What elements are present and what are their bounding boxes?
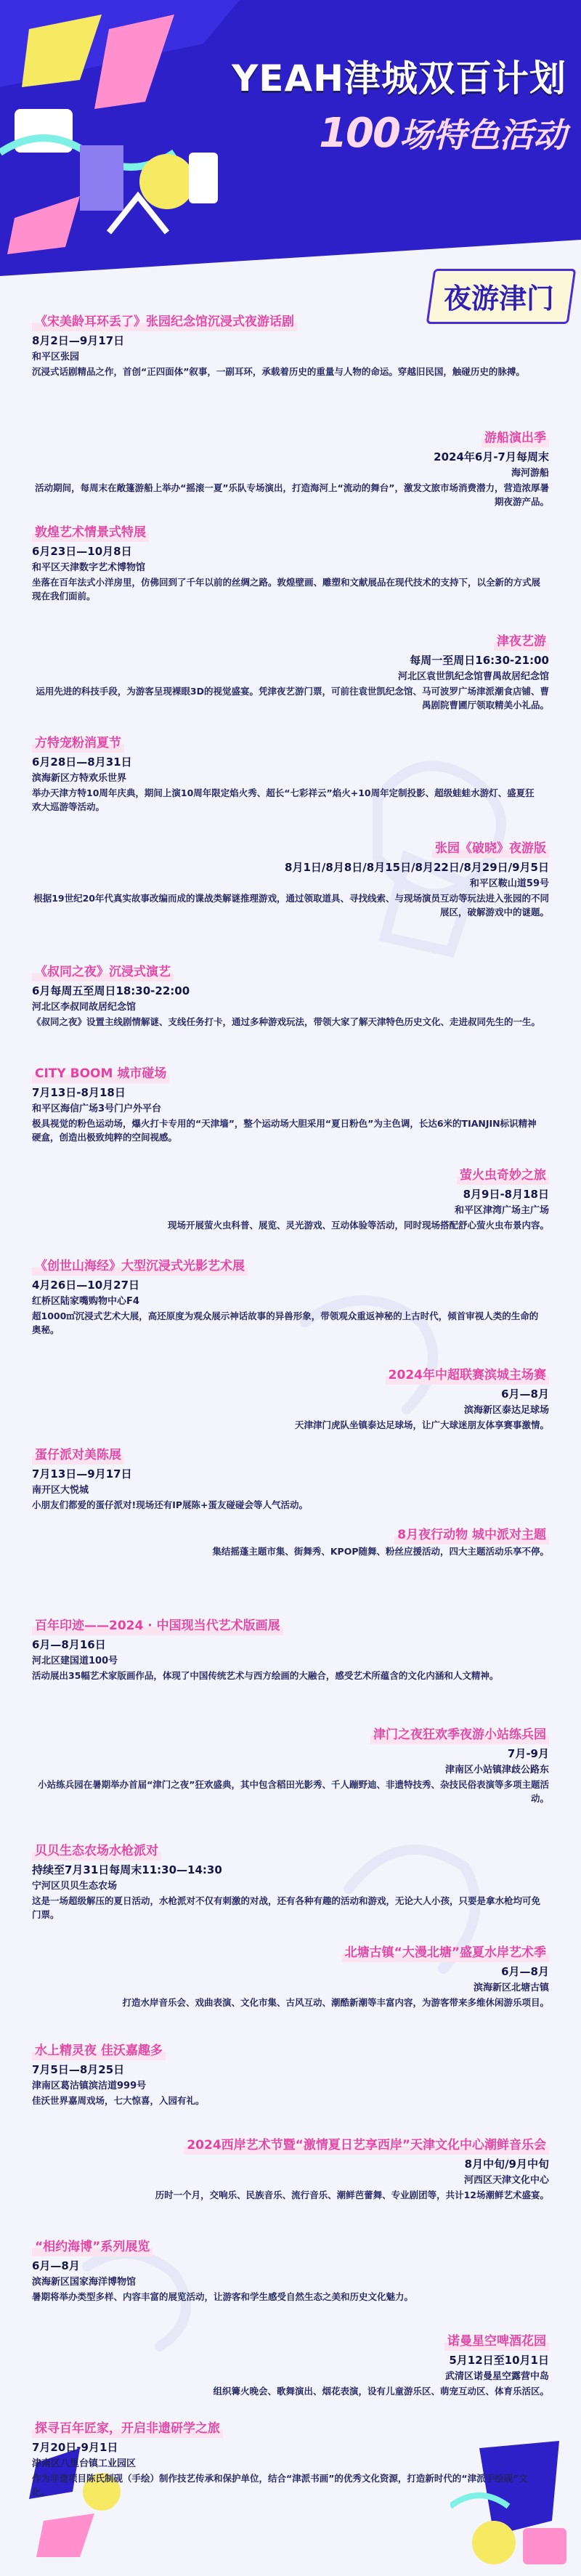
event-entry	[32, 963, 540, 1029]
event-entry	[32, 2041, 540, 2107]
event-entry	[32, 312, 540, 378]
event-location: 河西区天津文化中心	[463, 2174, 549, 2186]
event-entry	[32, 2332, 549, 2398]
event-entry	[32, 839, 549, 919]
event-title: 游船演出季	[482, 429, 549, 447]
event-description: 极具视觉的粉色运动场，爆火打卡专用的“天津墙”，整个运动场大胆采用“夏日粉色”为主色调，长达6米的TIANJIN标识精神硬盒，创造出极致纯粹的空间视感。	[32, 1117, 537, 1143]
event-title: 北塘古镇“大漫北塘”盛夏水岸艺术季	[342, 1943, 549, 1962]
event-location: 滨海新区国家海洋博物馆	[32, 2276, 137, 2288]
event-location: 红桥区陆家嘴购物中心F4	[32, 1295, 139, 1307]
event-location: 河北区建国道100号	[32, 1655, 118, 1666]
event-location: 和平区海信广场3号门户外平台	[32, 1103, 162, 1114]
event-location: 和平区鞍山道59号	[469, 878, 549, 889]
event-date: 6月每周五至周日18:30-22:00	[32, 984, 190, 998]
section-title: 夜游津门	[443, 283, 554, 315]
event-description: 打造水岸音乐会、戏曲表演、文化市集、古风互动、潮酷新潮等丰富内容，为游客带来多维休闲游乐项目。	[122, 1996, 549, 2008]
event-description: 组织篝火晚会、歌舞演出、烟花表演，设有儿童游乐区、萌宠互动区、体育乐活区。	[213, 2385, 549, 2397]
event-entry	[32, 1257, 540, 1337]
event-entry	[32, 1616, 540, 1682]
event-title: 方特宠粉消夏节	[32, 734, 124, 753]
event-title: 探寻百年匠家，开启非遗研学之旅	[32, 2419, 223, 2438]
event-date: 7月13日-8月18日	[32, 1086, 126, 1100]
event-location: 宁河区贝贝生态农场	[32, 1880, 118, 1892]
event-date: 6月—8月	[32, 2259, 80, 2273]
event-title: 蛋仔派对美陈展	[32, 1446, 124, 1465]
event-date: 7月13日—9月17日	[32, 1467, 132, 1481]
event-entry	[32, 2419, 540, 2499]
event-title: 8月夜行动物 城中派对主题	[394, 1526, 549, 1544]
event-entry	[32, 734, 540, 814]
event-location: 南开区大悦城	[32, 1484, 89, 1496]
hero-subtitle	[218, 109, 566, 157]
event-description: 佳沃世界嘉周戏场，七大惊喜，入园有礼。	[32, 2094, 205, 2106]
event-date: 8月中旬/9月中旬	[464, 2158, 549, 2171]
event-date: 8月9日-8月18日	[463, 1188, 549, 1202]
event-date: 8月1日/8月8日/8月15日/8月22日/8月29日/9月5日	[285, 861, 549, 875]
event-title: 《叔同之夜》沉浸式演艺	[32, 963, 174, 981]
event-description: 坐落在百年法式小洋房里，仿佛回到了千年以前的丝绸之路。敦煌壁画、雕塑和文献展品在现代技术的支持下，以全新的方式展现在我们面前。	[32, 576, 541, 602]
event-entry	[32, 1526, 549, 1559]
event-description: 沉浸式话剧精品之作，首创“正四面体”叙事，一副耳环，承载着历史的重量与人物的命运。穿越旧民国，触碰历史的脉搏。	[32, 365, 525, 377]
event-date: 7月-9月	[507, 1747, 549, 1761]
event-date: 4月26日—10月27日	[32, 1279, 140, 1292]
event-location: 和平区天津数字艺术博物馆	[32, 562, 146, 573]
event-date: 6月23日—10月8日	[32, 545, 132, 559]
event-date: 5月12日至10月1日	[449, 2354, 549, 2368]
event-date: 持续至7月31日每周末11:30—14:30	[32, 1863, 222, 1877]
event-title: 2024西岸艺术节暨“激情夏日艺享西岸”天津文化中心潮鲜音乐会	[184, 2136, 549, 2155]
event-description: 暑期将举办类型多样、内容丰富的展览活动，让游客和学生感受自然生态之美和历史文化魅力。	[32, 2291, 414, 2302]
event-date: 6月—8月	[501, 1965, 549, 1979]
hero-subtitle-text: 场特色活动	[399, 116, 566, 155]
event-description: 集结摇蓬主题市集、街舞秀、KPOP随舞、粉丝应援活动，四大主题活动乐享不停。	[212, 1546, 549, 1558]
event-title: 萤火虫奇妙之旅	[457, 1166, 549, 1185]
event-entry	[32, 1366, 549, 1432]
event-entry	[32, 1446, 540, 1512]
event-entry	[32, 632, 549, 712]
event-title: 诺曼星空啤酒花园	[444, 2332, 549, 2351]
event-title: 水上精灵夜 佳沃嘉趣多	[32, 2041, 166, 2060]
event-entry	[32, 523, 540, 603]
event-title: 2024年中超联赛滨城主场赛	[386, 1366, 549, 1385]
event-description: 举办天津方特10周年庆典，期间上演10周年限定焰火秀、超长“七彩祥云”焰火+10周年定制投影、超级蛙蛙水游灯、盛夏狂欢大巡游等活动。	[32, 787, 535, 813]
event-date: 6月28日—8月31日	[32, 756, 132, 769]
event-description: 超1000㎡沉浸式艺术大展，高还原度为观众展示神话故事的异兽形象，带领观众重返神秘的上古时代，倾首审视人类的生命的奥秘。	[32, 1310, 539, 1336]
event-entry	[32, 1842, 540, 1921]
event-date: 6月—8月16日	[32, 1638, 106, 1652]
event-entry	[32, 1064, 540, 1144]
event-location: 河北区李叔同故居纪念馆	[32, 1001, 137, 1013]
event-description: 小朋友们都爱的蛋仔派对!现场还有IP展陈+蛋友碰碰会等人气活动。	[32, 1499, 308, 1510]
hero-subtitle-number: 100	[319, 110, 399, 157]
event-description: 活动展出35幅艺术家版画作品，体现了中国传统艺术与西方绘画的大融合，感受艺术所蕴含的文化内涵和人文精神。	[32, 1669, 499, 1681]
event-description: 这是一场超级解压的夏日活动，水枪派对不仅有刺激的对战，还有各种有趣的活动和游戏，无论大人小孩，只要是拿水枪均可免门票。	[32, 1895, 541, 1921]
event-entry	[32, 2237, 540, 2304]
event-location: 滨海新区北塘古镇	[473, 1982, 549, 1993]
event-location: 津南区八里台镇工业园区	[32, 2458, 137, 2469]
event-description: 运用先进的科技手段，为游客呈现裸眼3D的视觉盛宴。凭津夜艺游门票，可前往袁世凯纪念馆、马可波罗广场津派潮食店铺、曹禺剧院曹圃厅领取精美小礼品。	[36, 685, 549, 711]
event-date: 6月—8月	[501, 1388, 549, 1401]
event-location: 津南区小站镇津歧公路东	[444, 1764, 549, 1775]
event-entry	[32, 1943, 549, 2009]
hero-title: YEAH津城双百计划	[232, 57, 566, 100]
event-date: 7月5日—8月25日	[32, 2063, 125, 2077]
event-title: “相约海博”系列展览	[32, 2237, 153, 2256]
event-date: 2024年6月-7月每周末	[434, 450, 549, 464]
event-title: 张园《破晓》夜游版	[432, 839, 549, 858]
event-title: 《创世山海经》大型沉浸式光影艺术展	[32, 1257, 248, 1276]
event-location: 滨海新区方特欢乐世界	[32, 772, 127, 784]
event-description: 根据19世纪20年代真实故事改编而成的谍战类解谜推理游戏，通过领取道具、寻找线索、与现场演员互动等玩法进入张园的不同展区，破解游戏中的谜题。	[33, 892, 549, 918]
event-date: 每周一至周日16:30-21:00	[410, 654, 549, 668]
event-description: 历时一个月，交响乐、民族音乐、流行音乐、潮鲜芭蕾舞、专业剧团等，共计12场潮鲜艺术盛宴。	[155, 2189, 549, 2200]
event-location: 滨海新区泰达足球场	[463, 1404, 549, 1416]
event-location: 津南区葛沽镇滨洁道999号	[32, 2080, 147, 2091]
event-description: 活动期间，每周末在敞篷游船上举办“摇滚一夏”乐队专场演出，打造海河上“流动的舞台”，激发文旅市场消费潜力，营造浓厚暑期夜游产品。	[35, 482, 549, 508]
event-entry	[32, 429, 549, 509]
event-title: 《宋美龄耳环丢了》张园纪念馆沉浸式夜游话剧	[32, 312, 297, 331]
event-location: 海河游船	[511, 467, 549, 479]
event-description: 《叔同之夜》设置主线剧情解谜、支线任务打卡，通过多种游戏玩法，带领大家了解天津特色历史文化、走进叔同先生的一生。	[32, 1016, 541, 1027]
event-location: 武清区诺曼星空露营中岛	[444, 2370, 549, 2382]
event-title: CITY BOOM 城市碰场	[32, 1064, 169, 1083]
event-title: 津夜艺游	[494, 632, 549, 651]
event-title: 敦煌艺术情景式特展	[32, 523, 149, 542]
event-location: 和平区张园	[32, 351, 80, 362]
event-entry	[32, 1166, 549, 1232]
event-title: 津门之夜狂欢季夜游小站练兵园	[370, 1725, 549, 1744]
event-title: 百年印迹——2024 · 中国现当代艺术版画展	[32, 1616, 283, 1635]
hero-shape-white	[15, 109, 73, 153]
event-title: 贝贝生态农场水枪派对	[32, 1842, 161, 1860]
event-description: 现场开展萤火虫科普、展览、灵光游戏、互动体验等活动，同时现场搭配舒心萤火虫布景内容。	[167, 1219, 549, 1231]
event-location: 和平区津湾广场主广场	[454, 1204, 549, 1216]
event-entry	[32, 1725, 549, 1805]
event-description: 天津津门虎队坐镇泰达足球场，让广大球迷朋友体享赛事激情。	[294, 1419, 549, 1430]
event-entry	[32, 2136, 549, 2202]
event-description: 作为非遗项目陈氏制砚（手绘）制作技艺传承和保护单位，结合“津派书画”的优秀文化资源，打造新时代的“津派手绘砚”文化。	[32, 2472, 528, 2498]
event-date: 7月20日-9月1日	[32, 2441, 118, 2455]
event-date: 8月2日—9月17日	[32, 334, 125, 348]
event-description: 小站练兵园在暑期举办首届“津门之夜”狂欢盛典，其中包含稻田光影秀、千人蹦野迪、非遗特技秀、杂技民俗表演等多项主题活动。	[38, 1778, 549, 1805]
event-location: 河北区袁世凯纪念馆曹禺故居纪念馆	[397, 671, 549, 682]
